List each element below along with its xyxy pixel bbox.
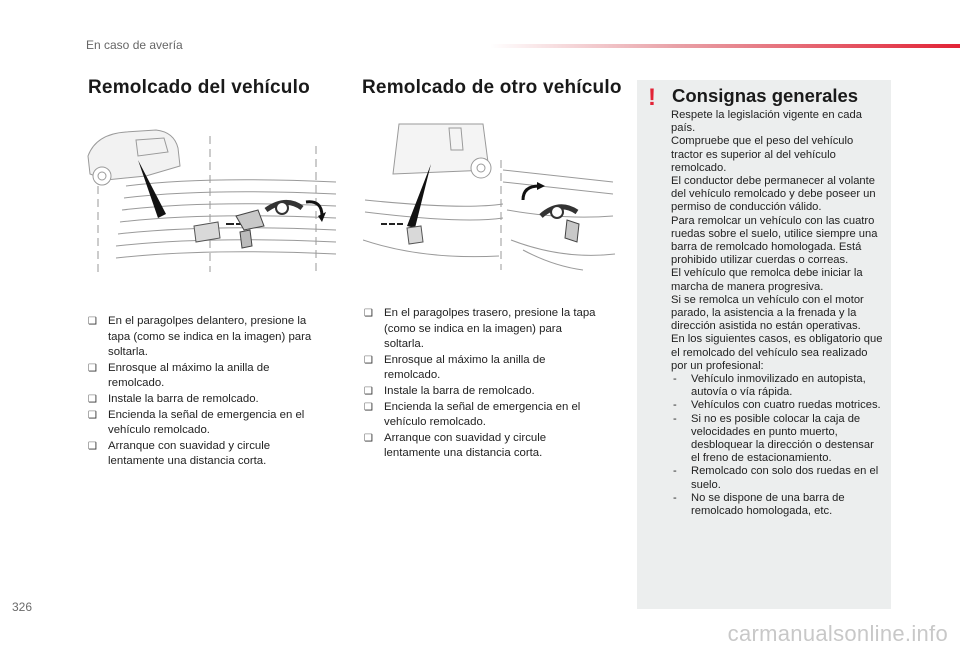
section-title-towing-other: Remolcado de otro vehículo [362, 77, 622, 98]
checkbox-bullet-icon: ❑ [88, 440, 97, 452]
panel-title: Consignas generales [672, 85, 859, 106]
list-item: ❑ Enrosque al máximo la anilla de remolcado. [88, 361, 270, 390]
checkbox-bullet-icon: ❑ [88, 409, 97, 421]
checkbox-bullet-icon: ❑ [88, 316, 97, 327]
panel-paragraph: Compruebe que el peso del vehículo tractor es superior al del vehículo remolcado. [671, 135, 854, 174]
list-item: ❑ Enrosque al máximo la anilla de remolcado. [364, 353, 546, 382]
steps-list-middle [364, 306, 604, 462]
list-item: - Vehículos con cuatro ruedas motrices. [673, 399, 881, 412]
list-item: ❑ Encienda la señal de emergencia en el vehículo remolcado. [364, 400, 581, 429]
list-item: - Remolcado con solo dos ruedas en el suelo. [673, 465, 879, 491]
list-item: ❑ Instale la barra de remolcado. [364, 384, 604, 400]
watermark: carmanualsonline.info [727, 621, 948, 646]
list-item: - No se dispone de una barra de remolcado homologada, etc. [673, 491, 845, 518]
panel-paragraph: El vehículo que remolca debe iniciar la marcha de manera progresiva. [671, 267, 863, 293]
list-item: - Vehículo inmovilizado en autopista, autovía o vía rápida. [673, 373, 866, 399]
list-item: ❑ Instale la barra de remolcado. [88, 392, 326, 408]
panel-paragraph: Para remolcar un vehículo con las cuatro ruedas sobre el suelo, utilice siempre una barra de remolcado homologada. Está prohibido utilizar cuerdas o correas. [671, 214, 878, 267]
list-item: ❑ Encienda la señal de emergencia en el vehículo remolcado. [88, 408, 305, 437]
checkbox-bullet-icon: ❑ [364, 432, 373, 444]
checkbox-bullet-icon: ❑ [364, 354, 373, 366]
panel-body [671, 109, 885, 518]
panel-paragraph: El conductor debe permanecer al volante del vehículo remolcado y debe poseer un permiso de conducción válido. [671, 175, 876, 214]
list-item: ❑ Arranque con suavidad y circule lentamente una distancia corta. [88, 439, 271, 468]
section-title-towing-own: Remolcado del vehículo [88, 77, 310, 98]
panel-paragraph: En los siguientes casos, es obligatorio que el remolcado del vehículo sea realizado por un profesional: [671, 333, 883, 372]
list-item: ❑ En el paragolpes trasero, presione la tapa (como se indica en la imagen) para soltarla. [364, 307, 596, 351]
front-bumper-illustration [86, 126, 340, 274]
exclamation-icon: ! [648, 84, 656, 111]
rear-bumper-illustration [363, 120, 617, 275]
header-section-label: En caso de avería [86, 38, 183, 52]
checkbox-bullet-icon: ❑ [364, 401, 373, 413]
checkbox-bullet-icon: ❑ [88, 393, 97, 405]
steps-list-left [88, 314, 326, 470]
list-item: ❑ Arranque con suavidad y circule lentamente una distancia corta. [364, 431, 547, 460]
professional-cases-list [671, 373, 885, 518]
checkbox-bullet-icon: ❑ [88, 362, 97, 374]
panel-paragraph: Respete la legislación vigente en cada país. [671, 109, 862, 135]
checkbox-bullet-icon: ❑ [364, 385, 373, 397]
list-item: - Si no es posible colocar la caja de velocidades en punto muerto, desbloquear la dirección o destensar el freno de estacionamiento. [673, 412, 874, 465]
panel-paragraph: Si se remolca un vehículo con el motor parado, la asistencia a la frenada y la dirección asistida no están operativas. [671, 293, 864, 333]
list-item: ❑ En el paragolpes delantero, presione la tapa (como se indica en la imagen) para soltarla. [88, 315, 312, 359]
header-accent-bar [490, 44, 960, 48]
checkbox-bullet-icon: ❑ [364, 308, 373, 319]
page-number: 326 [12, 600, 33, 614]
